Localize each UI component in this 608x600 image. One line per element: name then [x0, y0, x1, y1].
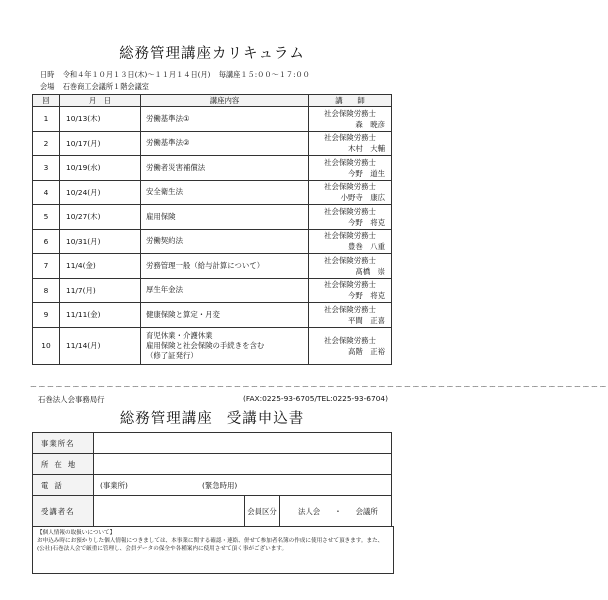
row-date: 11/11(金) [60, 303, 141, 328]
row-content-line: 雇用保険 [146, 211, 176, 221]
row-content-line: 労働基準法① [146, 113, 190, 123]
venue-place: 石巻商工会議所１階会議室 [62, 82, 149, 91]
cut-line: ーーーーーーーーーーーーーーーーーーーーーーーーーーーーーーーーーーーーーーーーーーーーーーーーーーーーーーーーーーーーーーーーーーーー [30, 383, 608, 391]
curriculum-header-row [33, 95, 392, 107]
row-content [141, 229, 309, 254]
phone-input[interactable] [94, 475, 392, 496]
venue-label: 会場 [40, 82, 55, 91]
form-row-attendee [33, 496, 392, 527]
office-contact: (FAX:0225-93-6705/TEL:0225-93-6704) [243, 394, 388, 403]
privacy-heading: 【個人情報の取扱いについて】 [37, 530, 116, 536]
lecturer-name: 高階 正裕 [348, 346, 385, 356]
schedule-time: 毎講座１５:００～１７:００ [218, 70, 310, 79]
header-no: 回 [33, 95, 60, 107]
attendee-label: 受講者名 [33, 496, 94, 527]
header-date: 月 日 [60, 95, 141, 107]
lecturer-title: 社会保険労務士 [324, 108, 376, 118]
row-content [141, 180, 309, 205]
member-option-separator: ・ [334, 506, 342, 516]
curriculum-row [33, 254, 392, 279]
form-row-company [33, 433, 392, 454]
curriculum-row [33, 327, 392, 364]
row-date: 11/14(月) [60, 327, 141, 364]
row-number: 5 [33, 205, 60, 230]
lecturer-title: 社会保険労務士 [324, 335, 376, 345]
curriculum-row [33, 131, 392, 156]
member-label: 会員区分 [245, 496, 280, 527]
curriculum-row [33, 107, 392, 132]
row-content [141, 107, 309, 132]
member-option-chamber[interactable]: 会議所 [355, 506, 378, 516]
form-row-phone [33, 475, 392, 496]
row-lecturer [309, 180, 392, 205]
schedule-line [40, 70, 316, 80]
schedule-label: 日時 [40, 70, 55, 79]
row-content [141, 254, 309, 279]
curriculum-row [33, 229, 392, 254]
row-content-line: 健康保険と算定・月変 [146, 309, 220, 319]
row-lecturer [309, 303, 392, 328]
curriculum-row [33, 156, 392, 181]
lecturer-title: 社会保険労務士 [324, 255, 376, 265]
row-date: 11/4(金) [60, 254, 141, 279]
row-lecturer [309, 229, 392, 254]
row-content-line: 育児休業・介護休業 [146, 330, 213, 340]
row-date: 10/19(水) [60, 156, 141, 181]
company-input[interactable] [94, 433, 392, 454]
row-content-line: （修了証発行） [146, 350, 198, 360]
row-lecturer [309, 156, 392, 181]
attendee-input[interactable] [94, 496, 245, 527]
lecturer-name: 平間 正喜 [348, 315, 385, 325]
row-content-line: 雇用保険と社会保険の手続きを含む [146, 340, 265, 350]
application-form [32, 432, 392, 527]
row-number: 6 [33, 229, 60, 254]
row-number: 8 [33, 278, 60, 303]
row-content-line: 労働契約法 [146, 236, 183, 246]
row-date: 10/27(木) [60, 205, 141, 230]
phone-office-label: (事業所) [100, 480, 128, 490]
row-content-line: 安全衛生法 [146, 187, 183, 197]
company-label: 事業所名 [33, 433, 94, 454]
member-option-corp[interactable]: 法人会 [298, 506, 321, 516]
row-number: 10 [33, 327, 60, 364]
row-lecturer [309, 205, 392, 230]
office-name: 石巻法人会事務局行 [38, 395, 105, 404]
lecturer-name: 森 暁彦 [355, 119, 385, 129]
row-number: 3 [33, 156, 60, 181]
curriculum-row [33, 180, 392, 205]
row-content-line: 厚生年金法 [146, 285, 183, 295]
row-number: 1 [33, 107, 60, 132]
phone-label: 電話 [33, 475, 94, 496]
row-lecturer [309, 254, 392, 279]
row-date: 10/31(月) [60, 229, 141, 254]
lecturer-name: 今野 将克 [348, 217, 385, 227]
form-title [0, 407, 424, 428]
row-date: 10/13(木) [60, 107, 141, 132]
curriculum-table [32, 94, 392, 365]
address-input[interactable] [94, 454, 392, 475]
row-number: 9 [33, 303, 60, 328]
lecturer-name: 髙橋 崇 [355, 266, 385, 276]
lecturer-title: 社会保険労務士 [324, 231, 376, 241]
privacy-notice [32, 526, 394, 574]
lecturer-name: 木村 大輔 [348, 144, 385, 154]
row-date: 11/7(月) [60, 278, 141, 303]
privacy-body: お申込み時にお預かりした個人情報につきましては、本事業に関する確認・連絡、併せて参加者名簿の作成に使用させて頂きます。また、(公社)石巻法人会で厳重に管理し、会員データの保全や各種案内に使用させて頂く事がございます。 [37, 538, 384, 553]
row-lecturer [309, 131, 392, 156]
header-content: 講座内容 [141, 95, 309, 107]
row-content [141, 303, 309, 328]
curriculum-body [33, 107, 392, 365]
row-content-line: 労働者災害補償法 [146, 162, 206, 172]
row-content [141, 278, 309, 303]
row-lecturer [309, 278, 392, 303]
schedule-dates: 令和４年１０月１３日(木)～１１月１４日(月) [62, 70, 211, 79]
row-number: 4 [33, 180, 60, 205]
lecturer-title: 社会保険労務士 [324, 304, 376, 314]
phone-emergency-label: (緊急時用) [201, 480, 238, 490]
lecturer-title: 社会保険労務士 [324, 182, 376, 192]
row-content [141, 131, 309, 156]
row-content [141, 327, 309, 364]
row-number: 2 [33, 131, 60, 156]
curriculum-row [33, 278, 392, 303]
member-options [280, 496, 392, 527]
row-content-line: 労務管理一般（給与計算について） [146, 260, 265, 270]
row-content [141, 156, 309, 181]
curriculum-title: 総務管理講座カリキュラム [119, 46, 305, 62]
lecturer-title: 社会保険労務士 [324, 206, 376, 216]
row-content-line: 労働基準法② [146, 138, 190, 148]
form-title-sub: 受講申込書 [226, 411, 305, 427]
lecturer-name: 今野 道生 [348, 168, 385, 178]
venue-line [40, 82, 155, 92]
row-number: 7 [33, 254, 60, 279]
row-lecturer [309, 107, 392, 132]
lecturer-name: 豊巻 八重 [348, 242, 385, 252]
row-content [141, 205, 309, 230]
lecturer-name: 小野寺 康広 [340, 193, 385, 203]
lecturer-title: 社会保険労務士 [324, 280, 376, 290]
lecturer-title: 社会保険労務士 [324, 133, 376, 143]
form-title-main: 総務管理講座 [119, 411, 213, 427]
address-label: 所在地 [33, 454, 94, 475]
lecturer-title: 社会保険労務士 [324, 157, 376, 167]
form-row-address [33, 454, 392, 475]
curriculum-row [33, 303, 392, 328]
row-date: 10/24(月) [60, 180, 141, 205]
lecturer-name: 今野 将克 [348, 291, 385, 301]
header-lecturer: 講 師 [309, 95, 392, 107]
row-lecturer [309, 327, 392, 364]
row-date: 10/17(月) [60, 131, 141, 156]
curriculum-row [33, 205, 392, 230]
